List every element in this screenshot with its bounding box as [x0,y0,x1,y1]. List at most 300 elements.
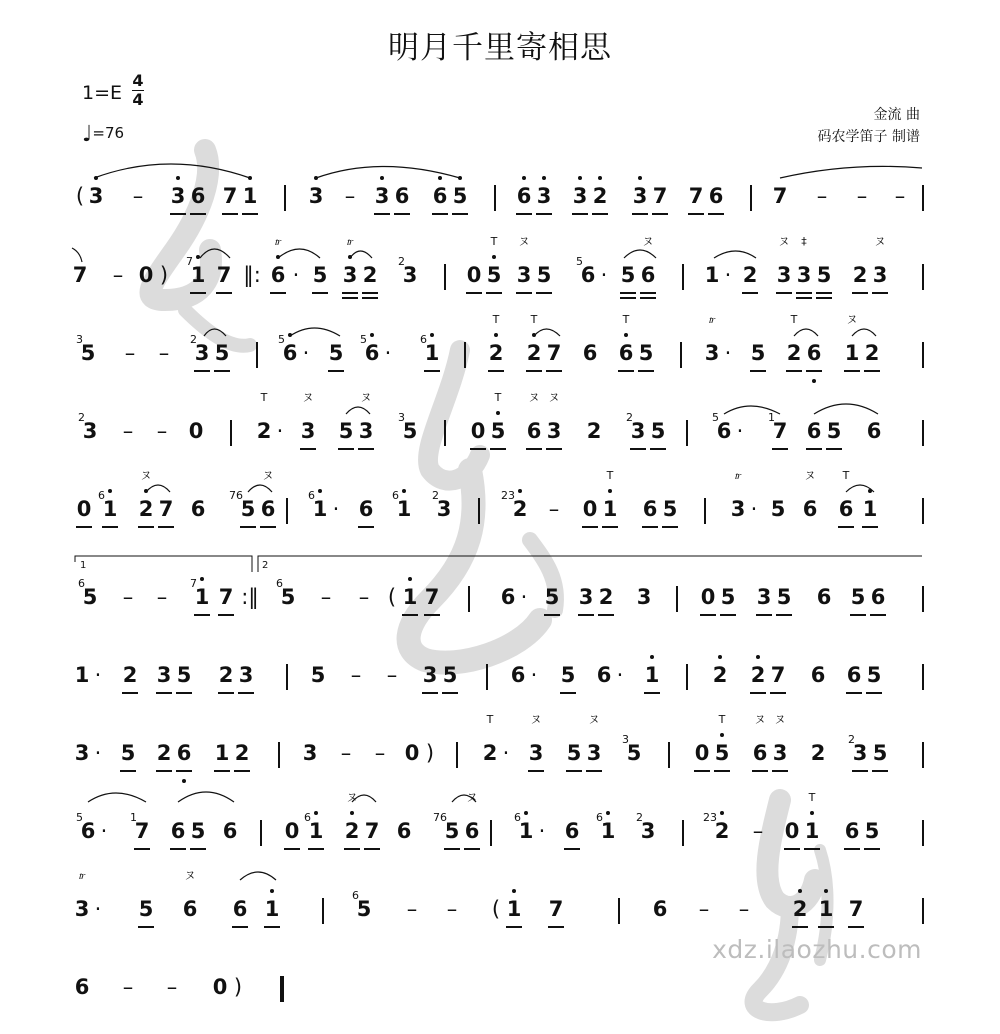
barline [922,264,924,290]
barline [260,820,262,846]
note: 6 5 [712,411,732,443]
ornament-mark: ‡ [801,235,807,248]
extension-dash: – [894,184,906,208]
barline [494,185,496,211]
score-symbol: ) [425,741,435,765]
extension-dash: – [344,184,356,208]
barline [230,420,232,446]
note: 3 [236,662,256,688]
note: 2 [862,340,882,366]
barline [668,742,670,768]
grace-note: 5 [278,333,285,346]
note: 6 ヌ [638,262,658,288]
grace-note: 6 [304,811,311,824]
note: 5 6 [352,889,372,921]
note: 6 ヌ [462,818,482,844]
note: 1 [400,584,420,610]
barline [922,185,924,211]
note: 3 [74,741,90,765]
note: 3 [534,183,554,209]
note: 0 [692,740,712,766]
note: 3 [636,585,652,609]
ornament-mark: ヌ [530,713,542,726]
extension-dash: – [358,585,370,609]
score-line [0,469,1000,556]
ornament-mark: T [486,713,494,726]
note: 6 [706,183,726,209]
note: 2 [790,896,810,922]
score-symbol: · [302,341,310,365]
score-symbol: · [750,497,758,521]
note: 2 ヌ [342,818,362,844]
note: 5 [336,418,356,444]
ornament-mark: 𝆖 [274,235,282,248]
ornament-mark: ヌ [874,235,886,248]
note: 3 ヌ [770,740,790,766]
note: 7 [156,496,176,522]
ornament-mark: T [490,235,498,248]
note: 1 [860,496,880,522]
note: 3 𝆖 [340,262,360,288]
note: 5 T [488,418,508,444]
grace-note: 2 [78,411,85,424]
note: 5 [542,584,562,610]
barline [922,586,924,612]
note: 5 [212,340,232,366]
ornament-mark: T [718,713,726,726]
note: 3 [302,741,318,765]
note: 0 [282,818,302,844]
score-symbol: · [100,819,108,843]
note: 3 2 [78,411,98,443]
grace-note: 3 [398,411,405,424]
ornament-mark: ヌ [588,713,600,726]
note: 0 [468,418,488,444]
svg-text:2: 2 [262,560,269,571]
note: 2 [216,662,236,688]
note: 6 [810,663,826,687]
note: 2 T [254,418,274,444]
note: 3 2 [192,340,212,366]
barline [286,498,288,524]
note: 5 T [484,262,504,288]
barline [618,898,620,924]
ornament-mark: T [808,791,816,804]
note: 0 [782,818,802,844]
extension-dash: – [124,341,136,365]
note: 6 5 [360,333,380,365]
grace-note: 2 [398,255,405,268]
score-line [0,713,1000,800]
note: 1 [504,896,524,922]
song-title: 明月千里寄相思 [388,30,612,66]
note: 6 [222,819,238,843]
note: 5 [618,262,638,288]
note: 3 [420,662,440,688]
note: 6 [500,585,516,609]
score-symbol: · [520,585,528,609]
score-symbol: · [538,819,546,843]
grace-note: 76 [229,489,243,502]
note: 5 [718,584,738,610]
ornament-mark: ヌ [548,391,560,404]
score-symbol: ( [75,184,85,208]
ornament-mark: ヌ [804,469,816,482]
barline [922,664,924,690]
note: 5 3 [622,733,642,765]
note: 1 T [600,496,620,522]
barline [686,420,688,446]
note: 6 ヌ [750,740,770,766]
note: 7 [544,340,564,366]
note: 1 [212,740,232,766]
grace-note: 2 [432,489,439,502]
score-line [0,974,1000,1034]
grace-note: 5 [76,811,83,824]
score-symbol: · [94,663,102,687]
note: 5 [648,418,668,444]
barline [682,264,684,290]
note: 1 [240,183,260,209]
note: 3 𝆖 [702,340,722,366]
note: 5 [864,662,884,688]
note: 6 [430,183,450,209]
note: 6 𝆖 [268,262,288,288]
barline [284,185,286,211]
note: 6 [804,340,824,366]
note: 6 [562,818,582,844]
barline [922,898,924,924]
note: 6 [804,418,824,444]
extension-dash: – [156,585,168,609]
note: 3 [630,183,650,209]
ornament-mark: T [606,469,614,482]
barline [922,742,924,768]
note: 5 [534,262,554,288]
score-symbol: · [94,897,102,921]
note: 6 [596,663,612,687]
extension-dash: – [738,897,750,921]
note: 3 𝆖 [728,496,748,522]
extension-dash: – [340,741,352,765]
note: 3 ヌ [526,740,546,766]
score-symbol: · [530,663,538,687]
tempo-value: =76 [92,124,125,142]
note: 2 T [480,740,500,766]
note: 2 [710,662,730,688]
note: 6 [168,818,188,844]
quarter-note-icon: ♩ [82,122,93,147]
note: 3 2 [628,418,648,444]
ornament-mark: ヌ [778,235,790,248]
note: 5 [136,896,156,922]
note: 6 [74,975,90,999]
note: 7 [220,183,240,209]
time-signature-bottom: 4 [132,90,144,109]
note: 6 [866,419,882,443]
note: 6 [230,896,250,922]
grace-note: 5 [712,411,719,424]
note: 5 [310,663,326,687]
note: 2 [740,262,760,288]
note: 5 [440,662,460,688]
note: 5 76 [238,496,258,522]
extension-dash: – [856,184,868,208]
note: 1 [262,896,282,922]
note: 1 T [802,818,822,844]
ornament-mark: ヌ [774,713,786,726]
note: 2 [748,662,768,688]
score-line [0,183,1000,243]
note: 1 [74,663,90,687]
grace-note: 6 [78,577,85,590]
note: 2 [360,262,380,288]
note: 5 3 [398,411,418,443]
grace-note: 76 [433,811,447,824]
ornament-mark: T [622,313,630,326]
note: 6 [188,183,208,209]
grace-note: 6 [352,889,359,902]
ornament-mark: ヌ [754,713,766,726]
note: 1 [642,662,662,688]
grace-note: 6 [596,811,603,824]
note: 0 [404,741,420,765]
note: 7 [214,262,234,288]
note: 1 6 [514,811,534,843]
grace-note: 2 [190,333,197,346]
note: 1 [816,896,836,922]
score-symbol: · [502,741,510,765]
note: 3 [154,662,174,688]
score-symbol: · [276,419,284,443]
note: 6 [868,584,888,610]
note: 6 [514,183,534,209]
note: 5 [188,818,208,844]
barline [464,342,466,368]
ornament-mark: 𝆖 [734,469,742,482]
note: 1 6 [596,811,616,843]
note: 7 [686,183,706,209]
score-symbol: · [616,663,624,687]
note: 5 [748,340,768,366]
note: 1 7 [188,262,208,288]
note: 0 [580,496,600,522]
note: 5 [848,584,868,610]
ornament-mark: ヌ [302,391,314,404]
note: 3 [576,584,596,610]
note: 1 ヌ [842,340,862,366]
note: 5 [824,418,844,444]
note: 2 23 [703,811,730,843]
extension-dash: – [156,419,168,443]
grace-note: 23 [703,811,717,824]
barline [256,342,258,368]
note: 6 ヌ [524,418,544,444]
extension-dash: – [548,497,560,521]
barline [922,420,924,446]
note: 3 ヌ [544,418,564,444]
note: 1 7 [192,584,212,610]
note: 3 ヌ [774,262,794,288]
grace-note: 3 [622,733,629,746]
grace-note: 7 [186,255,193,268]
extension-dash: – [320,585,332,609]
extension-dash: – [816,184,828,208]
score-symbol: ( [387,585,397,609]
note: 3 2 [432,489,452,521]
ornament-mark: 𝆖 [346,235,354,248]
note: 1 6 [392,489,412,521]
extension-dash: – [122,975,134,999]
barline [680,342,682,368]
note: 1 6 [422,340,442,366]
note: 1 6 [308,489,328,521]
note: 1 6 [100,496,120,522]
ornament-mark: ヌ [140,469,152,482]
note: 3 [168,183,188,209]
note: 3 ‡ [794,262,814,288]
grace-note: 2 [626,411,633,424]
score-symbol: · [724,263,732,287]
extension-dash: – [122,585,134,609]
note: 0 [698,584,718,610]
note: 3 [86,183,106,209]
barline [750,185,752,211]
barline [456,742,458,768]
extension-dash: – [386,663,398,687]
note: 6 [816,585,832,609]
note: 2 T [486,340,506,366]
barline [922,820,924,846]
svg-text:1: 1 [80,560,87,571]
time-signature [132,72,144,109]
note: 5 [870,740,890,766]
note: 5 6 [276,577,296,609]
barline [322,898,324,924]
note: 6 [174,740,194,766]
note: 2 [232,740,252,766]
score-line [0,662,1000,722]
note: 7 [768,662,788,688]
ornament-mark: 𝆖 [708,313,716,326]
note: 7 [422,584,442,610]
score-symbol: · [332,497,340,521]
note: 6 [582,341,598,365]
grace-note: 5 [360,333,367,346]
note: 2 T [784,340,804,366]
note: 7 1 [132,818,152,844]
barline [478,498,480,524]
score-symbol: · [736,419,744,443]
note: 0 [188,419,204,443]
grace-note: 1 [130,811,137,824]
note: 3 𝆖 [72,896,92,922]
grace-note: 6 [514,811,521,824]
score-symbol: ) [233,975,243,999]
time-signature-top: 4 [132,71,144,90]
note: 5 [118,740,138,766]
ornament-mark: T [842,469,850,482]
note: 3 ヌ [298,418,318,444]
note: 3 2 [636,811,656,843]
note: 6 [640,496,660,522]
note: 0 [464,262,484,288]
grace-note: 6 [392,489,399,502]
note: 0 [138,263,154,287]
note: 5 [310,262,330,288]
note: 3 ヌ [584,740,604,766]
note: 5 [660,496,680,522]
note: 6 5 [278,333,298,365]
note: 6 [392,183,412,209]
barline [922,342,924,368]
grace-note: 6 [308,489,315,502]
ornament-mark: T [494,391,502,404]
note: 5 [636,340,656,366]
score-symbol: ) [159,263,169,287]
note: 2 [850,262,870,288]
extension-dash: – [406,897,418,921]
composer-credit: 金流 曲 [873,107,920,123]
extension-dash: – [166,975,178,999]
grace-note: 1 [768,411,775,424]
extension-dash: – [122,419,134,443]
note: 3 [306,183,326,209]
note: 2 23 [501,489,528,521]
grace-note: 6 [276,577,283,590]
arranger-credit: 码农学笛子 制谱 [817,129,920,145]
note: 6 [842,818,862,844]
barline [676,586,678,612]
score-symbol: :‖ [241,585,259,609]
grace-note: 23 [501,489,515,502]
note: 5 [862,818,882,844]
note: 7 [362,818,382,844]
note: 6 [652,897,668,921]
note: 6 T [836,496,856,522]
note: 6 [396,819,412,843]
note: 5 [174,662,194,688]
ornament-mark: ヌ [518,235,530,248]
grace-note: 2 [848,733,855,746]
extension-dash: – [132,184,144,208]
ornament-mark: ヌ [642,235,654,248]
note: 5 3 [76,333,96,365]
note: 7 [846,896,866,922]
final-barline [280,976,284,1002]
note: 2 T [524,340,544,366]
score-line [0,577,1000,644]
note: 6 ヌ [180,896,200,922]
barline [444,420,446,446]
grace-note: 3 [76,333,83,346]
ornament-mark: ヌ [262,469,274,482]
ornament-mark: T [530,313,538,326]
grace-note: 5 [576,255,583,268]
note: 0 [212,975,228,999]
score-symbol: ‖: [243,263,261,287]
note: 2 [586,419,602,443]
score-symbol: · [384,341,392,365]
note: 5 [450,183,470,209]
note: 6 [844,662,864,688]
grace-note: 6 [420,333,427,346]
note: 7 [546,896,566,922]
barline [490,820,492,846]
note: 5 76 [442,818,462,844]
note: 6 T [616,340,636,366]
extension-dash: – [350,663,362,687]
